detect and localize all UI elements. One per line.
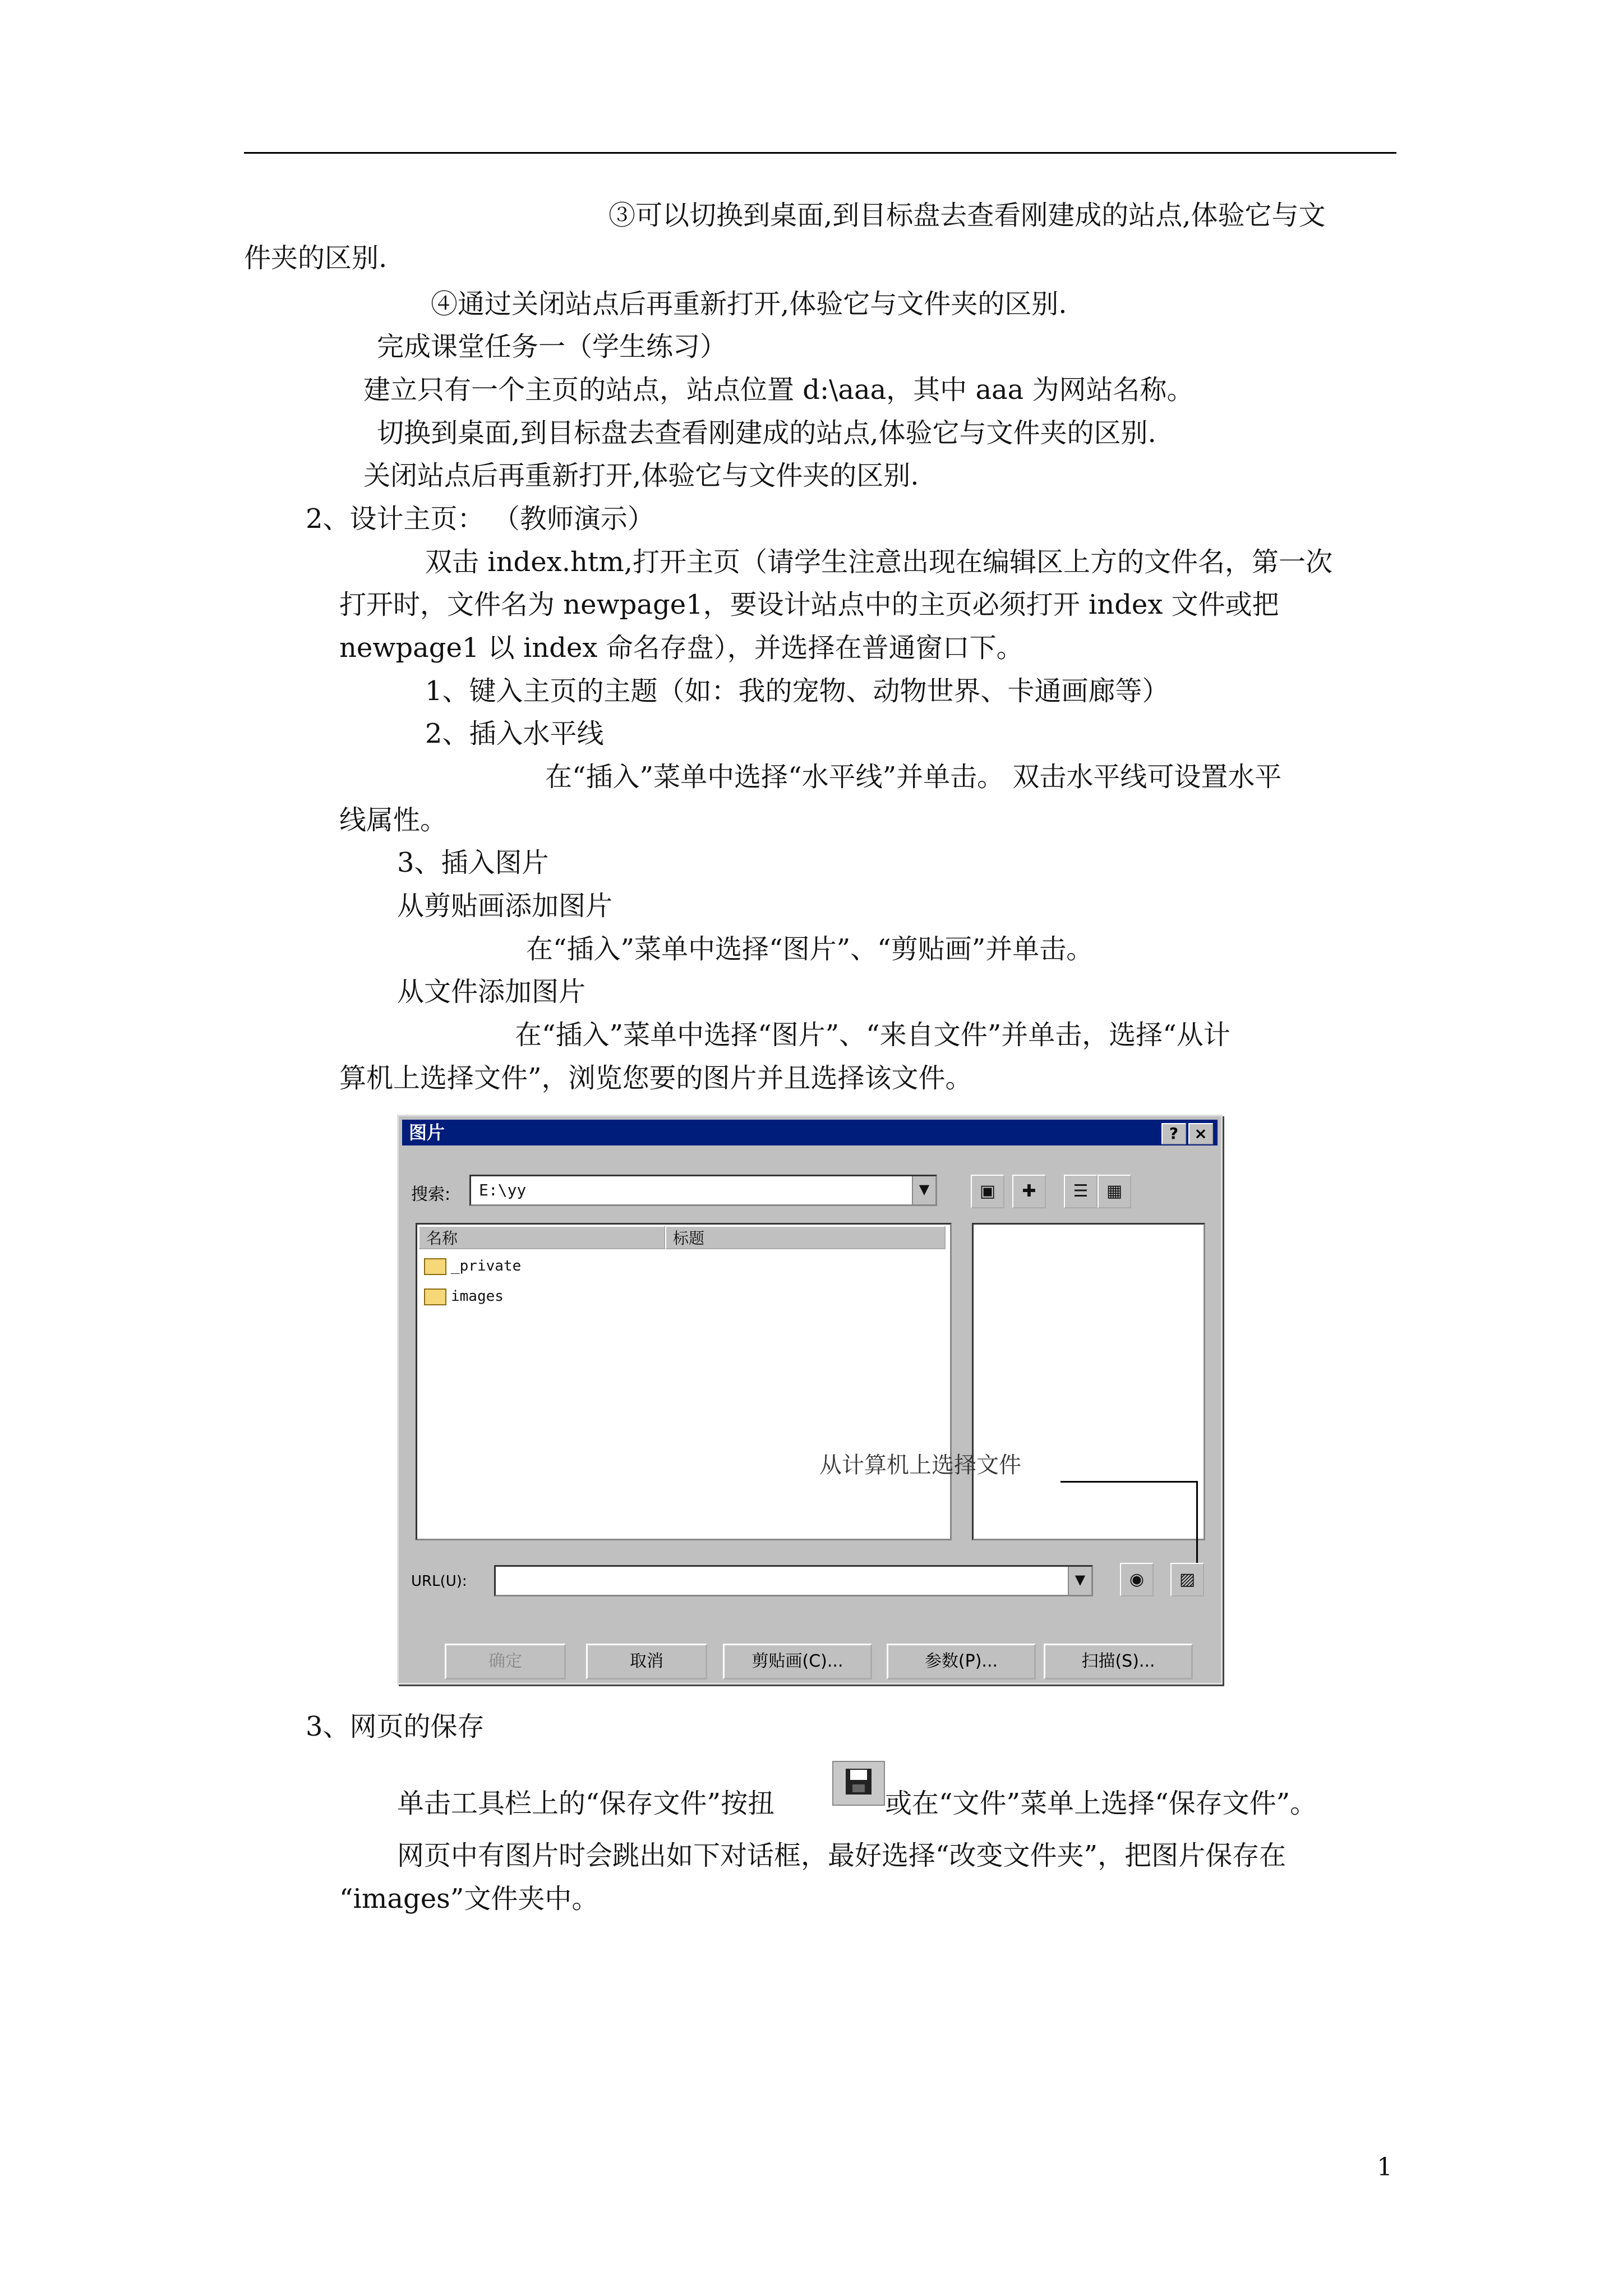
text-line: 在“插入”菜单中选择“图片”、“来自文件”并单击，选择“从计: [515, 1019, 1230, 1051]
text-line: 单击工具栏上的“保存文件”按扭: [397, 1788, 775, 1819]
callout-label: 从计算机上选择文件: [819, 1452, 1021, 1478]
text-line: ④通过关闭站点后再重新打开,体验它与文件夹的区别.: [431, 288, 1067, 320]
ok-button[interactable]: 确定: [445, 1644, 566, 1680]
text-line: 线属性。: [339, 804, 448, 836]
text-line: ③可以切换到桌面,到目标盘去查看刚建成的站点,体验它与文: [608, 200, 1326, 231]
text-line: 建立只有一个主页的站点，站点位置 d:\aaa，其中 aaa 为网站名称。: [363, 374, 1194, 406]
item-label: images: [451, 1288, 504, 1305]
text-line: 2、插入水平线: [425, 718, 604, 749]
column-header-name[interactable]: 名称: [418, 1226, 665, 1249]
search-value: E:\yy: [479, 1181, 527, 1199]
url-input[interactable]: [494, 1565, 1093, 1596]
search-label: 搜索:: [411, 1185, 451, 1204]
close-button[interactable]: ×: [1188, 1123, 1213, 1144]
preview-pane: [972, 1223, 1205, 1540]
new-folder-icon[interactable]: ✚: [1012, 1175, 1046, 1208]
save-icon: [832, 1761, 885, 1806]
list-view-icon[interactable]: ☰: [1064, 1175, 1098, 1208]
web-browse-icon[interactable]: ◉: [1120, 1563, 1154, 1596]
text-line: 双击 index.htm,打开主页（请学生注意出现在编辑区上方的文件名，第一次: [425, 546, 1332, 578]
text-line: 1、键入主页的主题（如：我的宠物、动物世界、卡通画廊等）: [425, 675, 1169, 707]
folder-icon: [424, 1258, 446, 1275]
text-line: “images”文件夹中。: [339, 1883, 599, 1915]
column-header-title[interactable]: 标题: [665, 1226, 946, 1249]
header-rule: [244, 152, 1396, 154]
dialog-title: 图片: [409, 1122, 445, 1143]
search-combo[interactable]: [469, 1175, 937, 1206]
section-heading: 3、网页的保存: [306, 1711, 485, 1742]
list-item[interactable]: [424, 1284, 504, 1309]
details-view-icon[interactable]: ▦: [1098, 1175, 1131, 1208]
scan-button[interactable]: 扫描(S)...: [1044, 1644, 1193, 1680]
chevron-down-icon[interactable]: ▼: [1068, 1567, 1091, 1595]
dialog-title-bar: [402, 1120, 1218, 1145]
folder-icon: [424, 1289, 446, 1305]
chevron-down-icon[interactable]: ▼: [912, 1176, 935, 1204]
text-line: 网页中有图片时会跳出如下对话框，最好选择“改变文件夹”，把图片保存在: [397, 1840, 1287, 1871]
text-line: 切换到桌面,到目标盘去查看刚建成的站点,体验它与文件夹的区别.: [377, 417, 1156, 449]
picture-dialog: [397, 1115, 1223, 1685]
clipart-button[interactable]: 剪贴画(C)...: [723, 1644, 872, 1680]
text-line: newpage1 以 index 命名存盘），并选择在普通窗口下。: [339, 632, 1023, 664]
text-line: 从文件添加图片: [397, 976, 586, 1007]
text-line: 完成课堂任务一（学生练习）: [377, 331, 727, 362]
text-line: 3、插入图片: [397, 847, 549, 878]
file-list[interactable]: [416, 1223, 952, 1540]
text-line: 从剪贴画添加图片: [397, 890, 613, 922]
help-button[interactable]: ?: [1161, 1123, 1186, 1144]
page-number: 1: [1377, 2153, 1393, 2182]
params-button[interactable]: 参数(P)...: [887, 1644, 1036, 1680]
text-line: 在“插入”菜单中选择“图片”、“剪贴画”并单击。: [526, 933, 1094, 965]
item-label: _private: [451, 1258, 522, 1274]
file-browse-icon[interactable]: ▨: [1170, 1563, 1204, 1596]
list-item[interactable]: [424, 1254, 521, 1278]
text-line: 算机上选择文件”，浏览您要的图片并且选择该文件。: [339, 1062, 972, 1094]
cancel-button[interactable]: 取消: [586, 1644, 707, 1680]
section-heading: 2、设计主页： （教师演示）: [306, 503, 654, 535]
text-line: 在“插入”菜单中选择“水平线”并单击。 双击水平线可设置水平: [545, 761, 1282, 793]
text-line: 或在“文件”菜单上选择“保存文件”。: [885, 1788, 1317, 1819]
up-folder-icon[interactable]: ▣: [971, 1175, 1004, 1208]
text-line: 关闭站点后再重新打开,体验它与文件夹的区别.: [363, 460, 919, 491]
text-line: 打开时，文件名为 newpage1，要设计站点中的主页必须打开 index 文件或把: [339, 589, 1279, 620]
url-label: URL(U):: [411, 1573, 467, 1590]
text-line: 件夹的区别.: [244, 242, 388, 274]
callout-line: [1061, 1481, 1197, 1483]
